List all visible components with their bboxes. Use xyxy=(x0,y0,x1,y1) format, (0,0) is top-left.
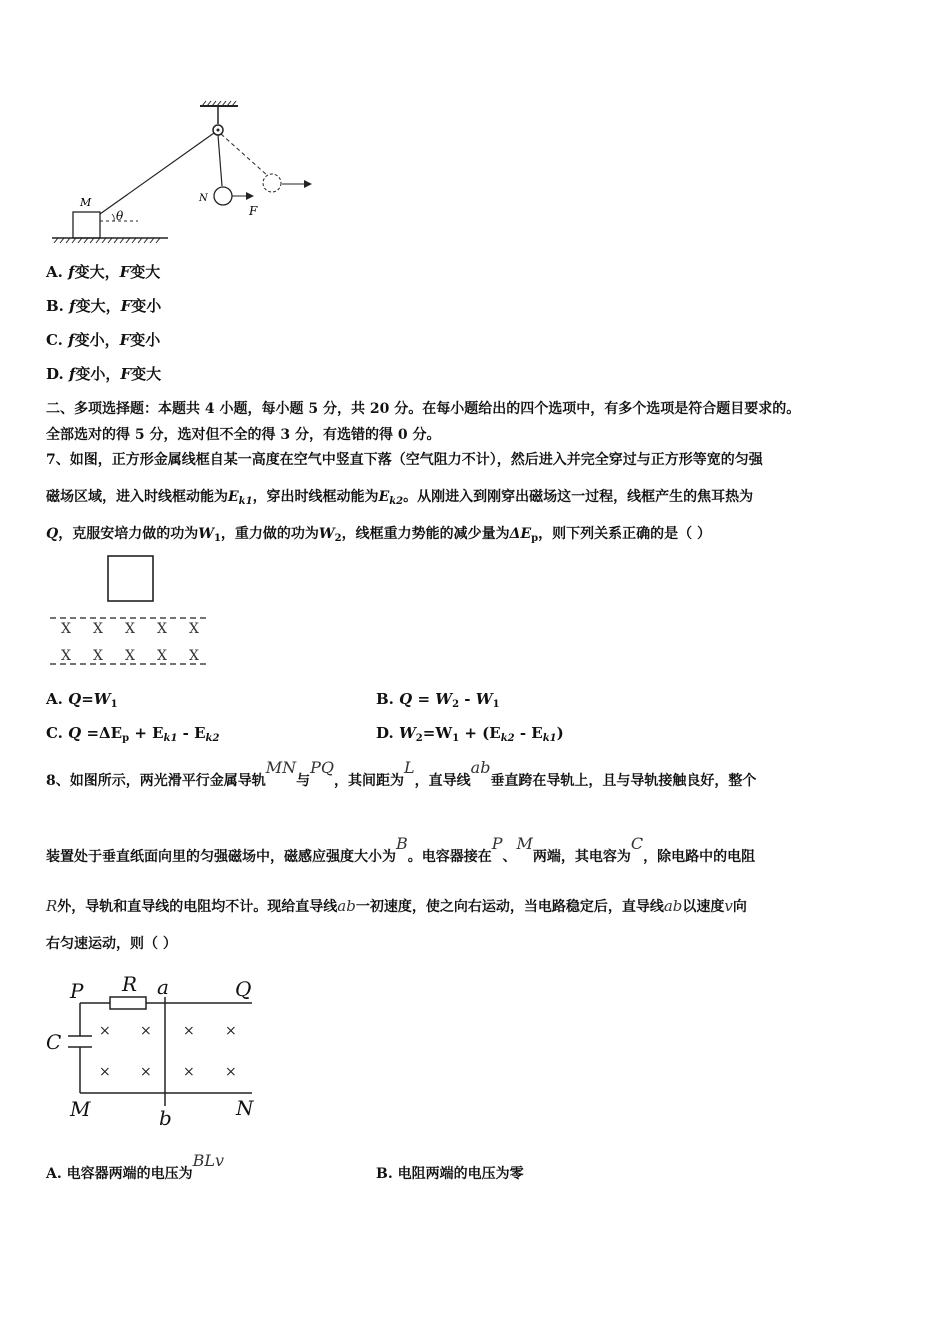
q8-option-a[interactable]: A. 电容器两端的电压为BLv xyxy=(46,1151,225,1182)
field-mark: X xyxy=(157,648,167,664)
field-mark: X xyxy=(61,648,71,664)
symbol-B: B xyxy=(396,834,408,853)
symbol-L: L xyxy=(404,758,415,777)
symbol-F: F xyxy=(120,297,132,315)
field-cross: × xyxy=(183,1023,195,1039)
symbol-ab: ab xyxy=(470,758,491,777)
q8-line3: R外，导轨和直导线的电阻均不计。现给直导线ab一初速度，使之向右运动，当电路稳定后，直导线ab以速度v向 xyxy=(46,897,747,915)
symbol-f: f xyxy=(68,331,75,349)
symbol-v: v xyxy=(724,897,733,915)
symbol-C: C xyxy=(630,834,644,853)
option-text: 变小 xyxy=(130,331,161,349)
symbol-PQ: PQ xyxy=(310,758,335,777)
option-key: A. xyxy=(46,263,63,281)
symbol-BLv: BLv xyxy=(192,1151,225,1170)
q8-line1: 8、如图所示，两光滑平行金属导轨MN与PQ，其间距为L，直导线ab垂直跨在导轨上，且与导轨接触良好，整个 xyxy=(46,758,757,789)
field-cross: × xyxy=(99,1064,111,1080)
circuit-label-M: M xyxy=(70,1097,91,1121)
q7-option-d[interactable]: D. $W_2=W_1 + (E_{k2} - E_{k1})$ xyxy=(376,724,564,744)
option-text: 变大 xyxy=(131,365,162,383)
q7-option-c[interactable]: C. $Q =\Delta E_p + E_{k1} - E_{k2}$ xyxy=(46,724,220,744)
option-text: 变小 xyxy=(131,297,162,315)
field-mark: X xyxy=(125,621,135,637)
field-mark: X xyxy=(61,621,71,637)
circuit-label-N: N xyxy=(236,1096,254,1120)
field-cross: × xyxy=(140,1023,152,1039)
option-text: 变大， xyxy=(74,263,120,281)
field-cross: × xyxy=(183,1064,195,1080)
symbol-f: f xyxy=(69,297,76,315)
q7-line1: 7、如图，正方形金属线框自某一高度在空气中竖直下落（空气阻力不计），然后进入并完全穿过与正方形等宽的匀强 xyxy=(46,452,763,468)
q7-line3: Q，克服安培力做的功为$W_1$，重力做的功为$W_2$，线框重力势能的减少量为$\Delta E_p$，则下列关系正确的是（ ） xyxy=(46,526,712,544)
field-cross: × xyxy=(140,1064,152,1080)
option-key: D. xyxy=(46,365,64,383)
fig1-label-theta: θ xyxy=(116,209,124,223)
option-text: 变大 xyxy=(130,263,161,281)
symbol-R: R xyxy=(46,897,58,915)
symbol-M: M xyxy=(516,834,533,853)
field-mark: X xyxy=(189,648,199,664)
field-cross: × xyxy=(225,1023,237,1039)
circuit-label-b: b xyxy=(159,1106,172,1130)
symbol-F: F xyxy=(119,263,131,281)
option-key: C. xyxy=(46,331,63,349)
field-mark: X xyxy=(189,621,199,637)
q7-option-a[interactable]: A. $Q=W_1$ xyxy=(46,690,118,710)
q7-option-b[interactable]: B. $Q = W_2 - W_1$ xyxy=(376,690,500,710)
q8-line2: 装置处于垂直纸面向里的匀强磁场中，磁感应强度大小为B。电容器接在P、M两端，其电容为C，除电路中的电阻 xyxy=(46,834,756,865)
fig1-label-N: N xyxy=(199,193,208,204)
section2-line1: 二、多项选择题：本题共 4 小题，每小题 5 分，共 20 分。在每小题给出的四个选项中，有多个选项是符合题目要求的。 xyxy=(46,401,801,417)
symbol-F: F xyxy=(120,365,132,383)
option-key: B. xyxy=(46,297,64,315)
q7-line2: 磁场区域，进入时线框动能为$E_{k1}$，穿出时线框动能为$E_{k2}$。从刚进入到刚穿出磁场这一过程，线框产生的焦耳热为 xyxy=(46,489,754,507)
fig1-label-F: F xyxy=(249,204,258,218)
circuit-label-R: R xyxy=(122,972,138,996)
option-text: 变大， xyxy=(75,297,121,315)
field-cross: × xyxy=(225,1064,237,1080)
circuit-label-P: P xyxy=(70,979,84,1003)
q8-line4: 右匀速运动，则（ ） xyxy=(46,936,177,952)
symbol-F: F xyxy=(119,331,131,349)
field-mark: X xyxy=(93,621,103,637)
symbol-f: f xyxy=(68,365,76,383)
field-mark: X xyxy=(157,621,167,637)
field-cross: × xyxy=(99,1023,111,1039)
option-text: 变小， xyxy=(74,331,120,349)
circuit-label-a: a xyxy=(157,975,169,999)
q8-option-b[interactable]: B. 电阻两端的电压为零 xyxy=(376,1166,524,1182)
fig1-label-M: M xyxy=(80,196,92,209)
circuit-label-C: C xyxy=(46,1030,62,1054)
field-mark: X xyxy=(93,648,103,664)
field-mark: X xyxy=(125,648,135,664)
section2-line2: 全部选对的得 5 分，选对但不全的得 3 分，有选错的得 0 分。 xyxy=(46,427,441,443)
option-text: 变小， xyxy=(75,365,121,383)
symbol-MN: MN xyxy=(265,758,297,777)
circuit-label-Q: Q xyxy=(235,977,252,1001)
symbol-P: P xyxy=(491,834,503,853)
symbol-f: f xyxy=(68,263,75,281)
